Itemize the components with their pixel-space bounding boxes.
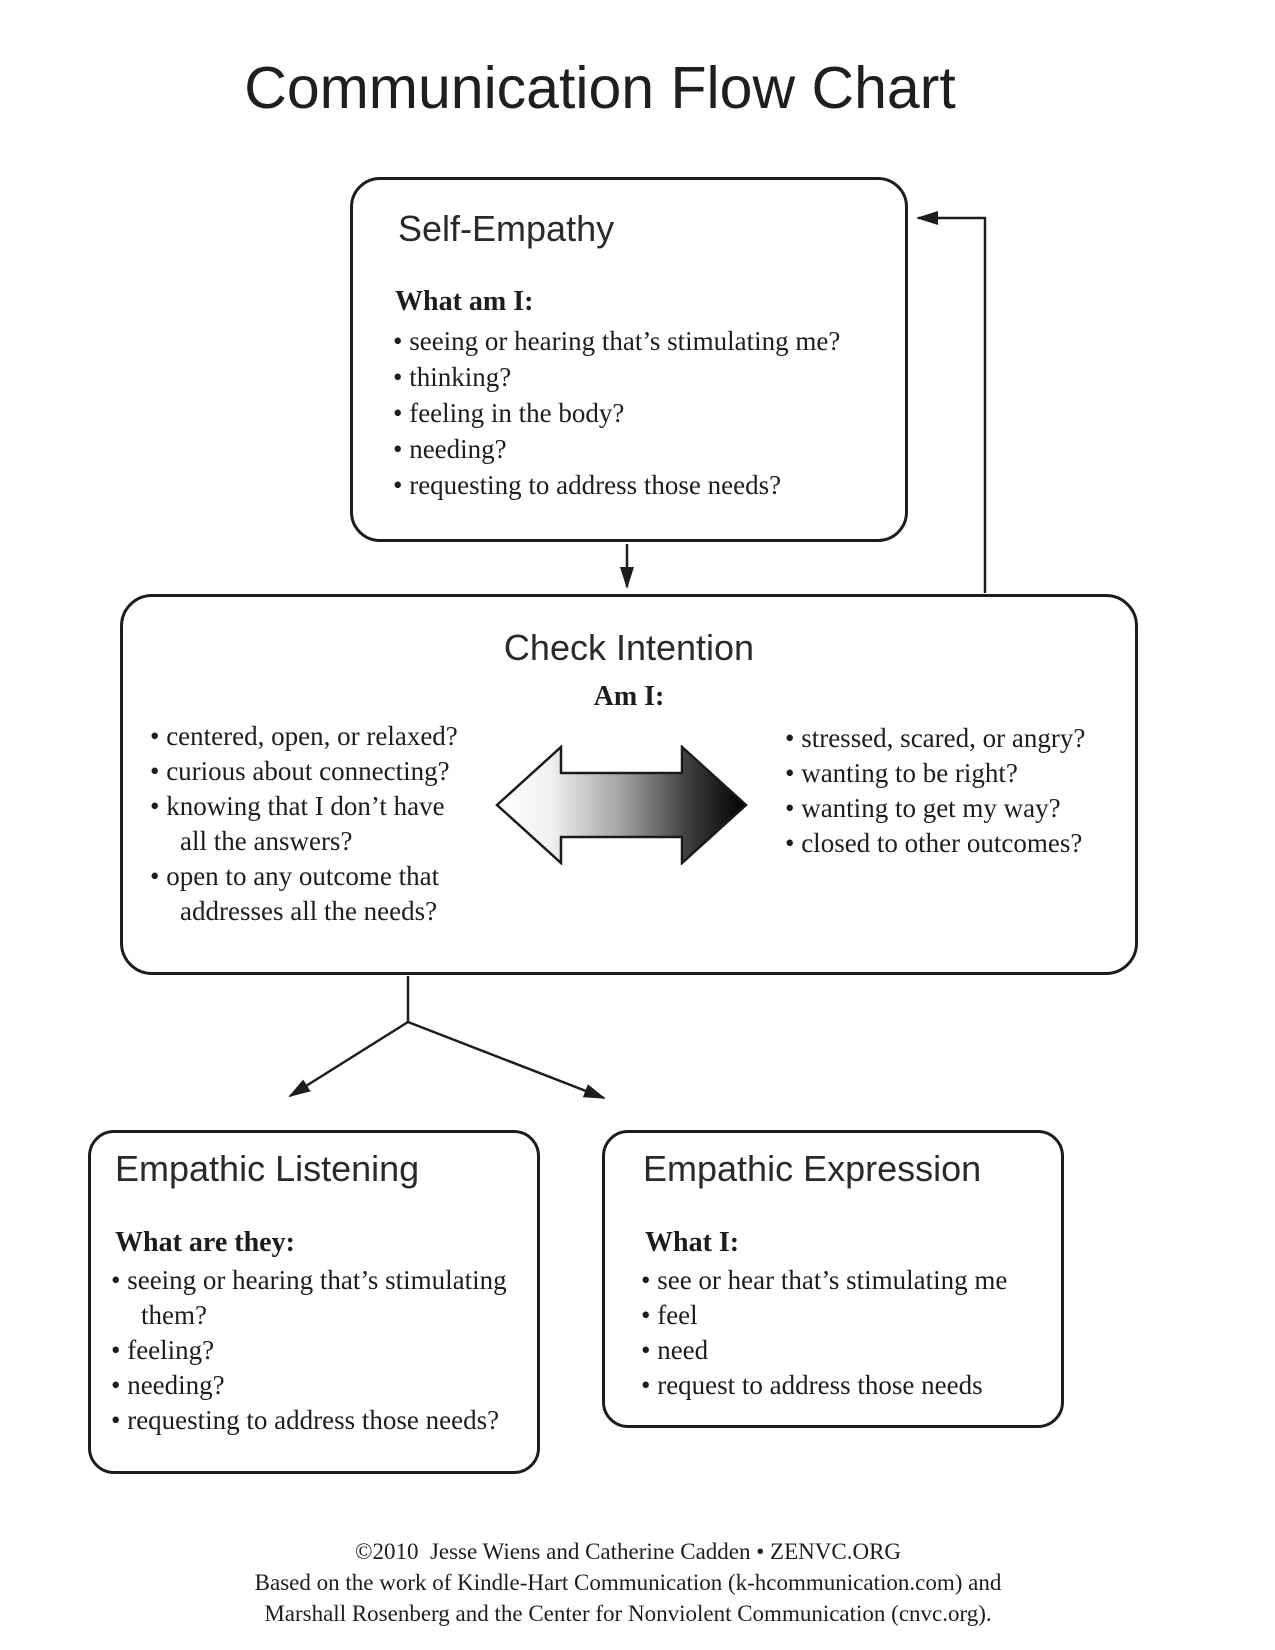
list-item: • wanting to get my way?	[785, 791, 1157, 826]
list-item: • need	[641, 1333, 1041, 1368]
empathic-listening-box	[88, 1130, 540, 1474]
credits-line-1: ©2010 Jesse Wiens and Catherine Cadden • ZENVC.ORG	[354, 1539, 902, 1564]
credits-line-2: Based on the work of Kindle-Hart Communication (k-hcommunication.com) and	[254, 1570, 1002, 1595]
empathic-expression-box	[602, 1130, 1064, 1428]
list-item: • feeling?	[111, 1333, 519, 1368]
list-item: • requesting to address those needs?	[393, 467, 875, 503]
list-item: • centered, open, or relaxed?	[150, 719, 465, 754]
check-intention-box	[120, 594, 1138, 975]
self-empathy-list	[393, 323, 875, 503]
list-item: • needing?	[393, 431, 875, 467]
list-item: • knowing that I don’t have all the answers?	[150, 789, 465, 859]
check-intention-heading: Check Intention	[503, 627, 755, 668]
empathic-listening-prompt: What are they:	[115, 1227, 295, 1258]
intention-double-arrow-icon	[495, 745, 748, 865]
self-empathy-prompt: What am I:	[395, 286, 534, 317]
list-item: • thinking?	[393, 359, 875, 395]
check-intention-left-list	[150, 719, 465, 929]
empathic-expression-heading: Empathic Expression	[643, 1148, 982, 1189]
check-intention-prompt: Am I:	[593, 681, 665, 712]
credits-line-3: Marshall Rosenberg and the Center for Nonviolent Communication (cnvc.org).	[264, 1601, 992, 1626]
list-item: • seeing or hearing that’s stimulating them?	[111, 1263, 519, 1333]
check-intention-right-list	[785, 721, 1157, 861]
arrow-to-empathic-expression-icon	[408, 1022, 604, 1098]
list-item: • see or hear that’s stimulating me	[641, 1263, 1041, 1298]
list-item: • requesting to address those needs?	[111, 1403, 519, 1438]
list-item: • request to address those needs	[641, 1368, 1041, 1403]
credits	[0, 1536, 1256, 1629]
list-item: • closed to other outcomes?	[785, 826, 1157, 861]
list-item: • wanting to be right?	[785, 756, 1157, 791]
list-item: • feel	[641, 1298, 1041, 1333]
page-title: Communication Flow Chart	[244, 55, 956, 121]
empathic-listening-heading: Empathic Listening	[115, 1148, 420, 1189]
list-item: • stressed, scared, or angry?	[785, 721, 1157, 756]
empathic-listening-list	[111, 1263, 519, 1438]
list-item: • curious about connecting?	[150, 754, 465, 789]
list-item: • open to any outcome that addresses all the needs?	[150, 859, 465, 929]
list-item: • feeling in the body?	[393, 395, 875, 431]
list-item: • seeing or hearing that’s stimulating me?	[393, 323, 875, 359]
list-item: • needing?	[111, 1368, 519, 1403]
empathic-expression-list	[641, 1263, 1041, 1403]
arrow-to-empathic-listening-icon	[290, 1022, 408, 1096]
self-empathy-heading: Self-Empathy	[398, 208, 615, 249]
empathic-expression-prompt: What I:	[645, 1227, 740, 1258]
self-empathy-box	[350, 177, 908, 542]
arrow-checkintention-to-selfempathy-icon	[918, 218, 985, 593]
